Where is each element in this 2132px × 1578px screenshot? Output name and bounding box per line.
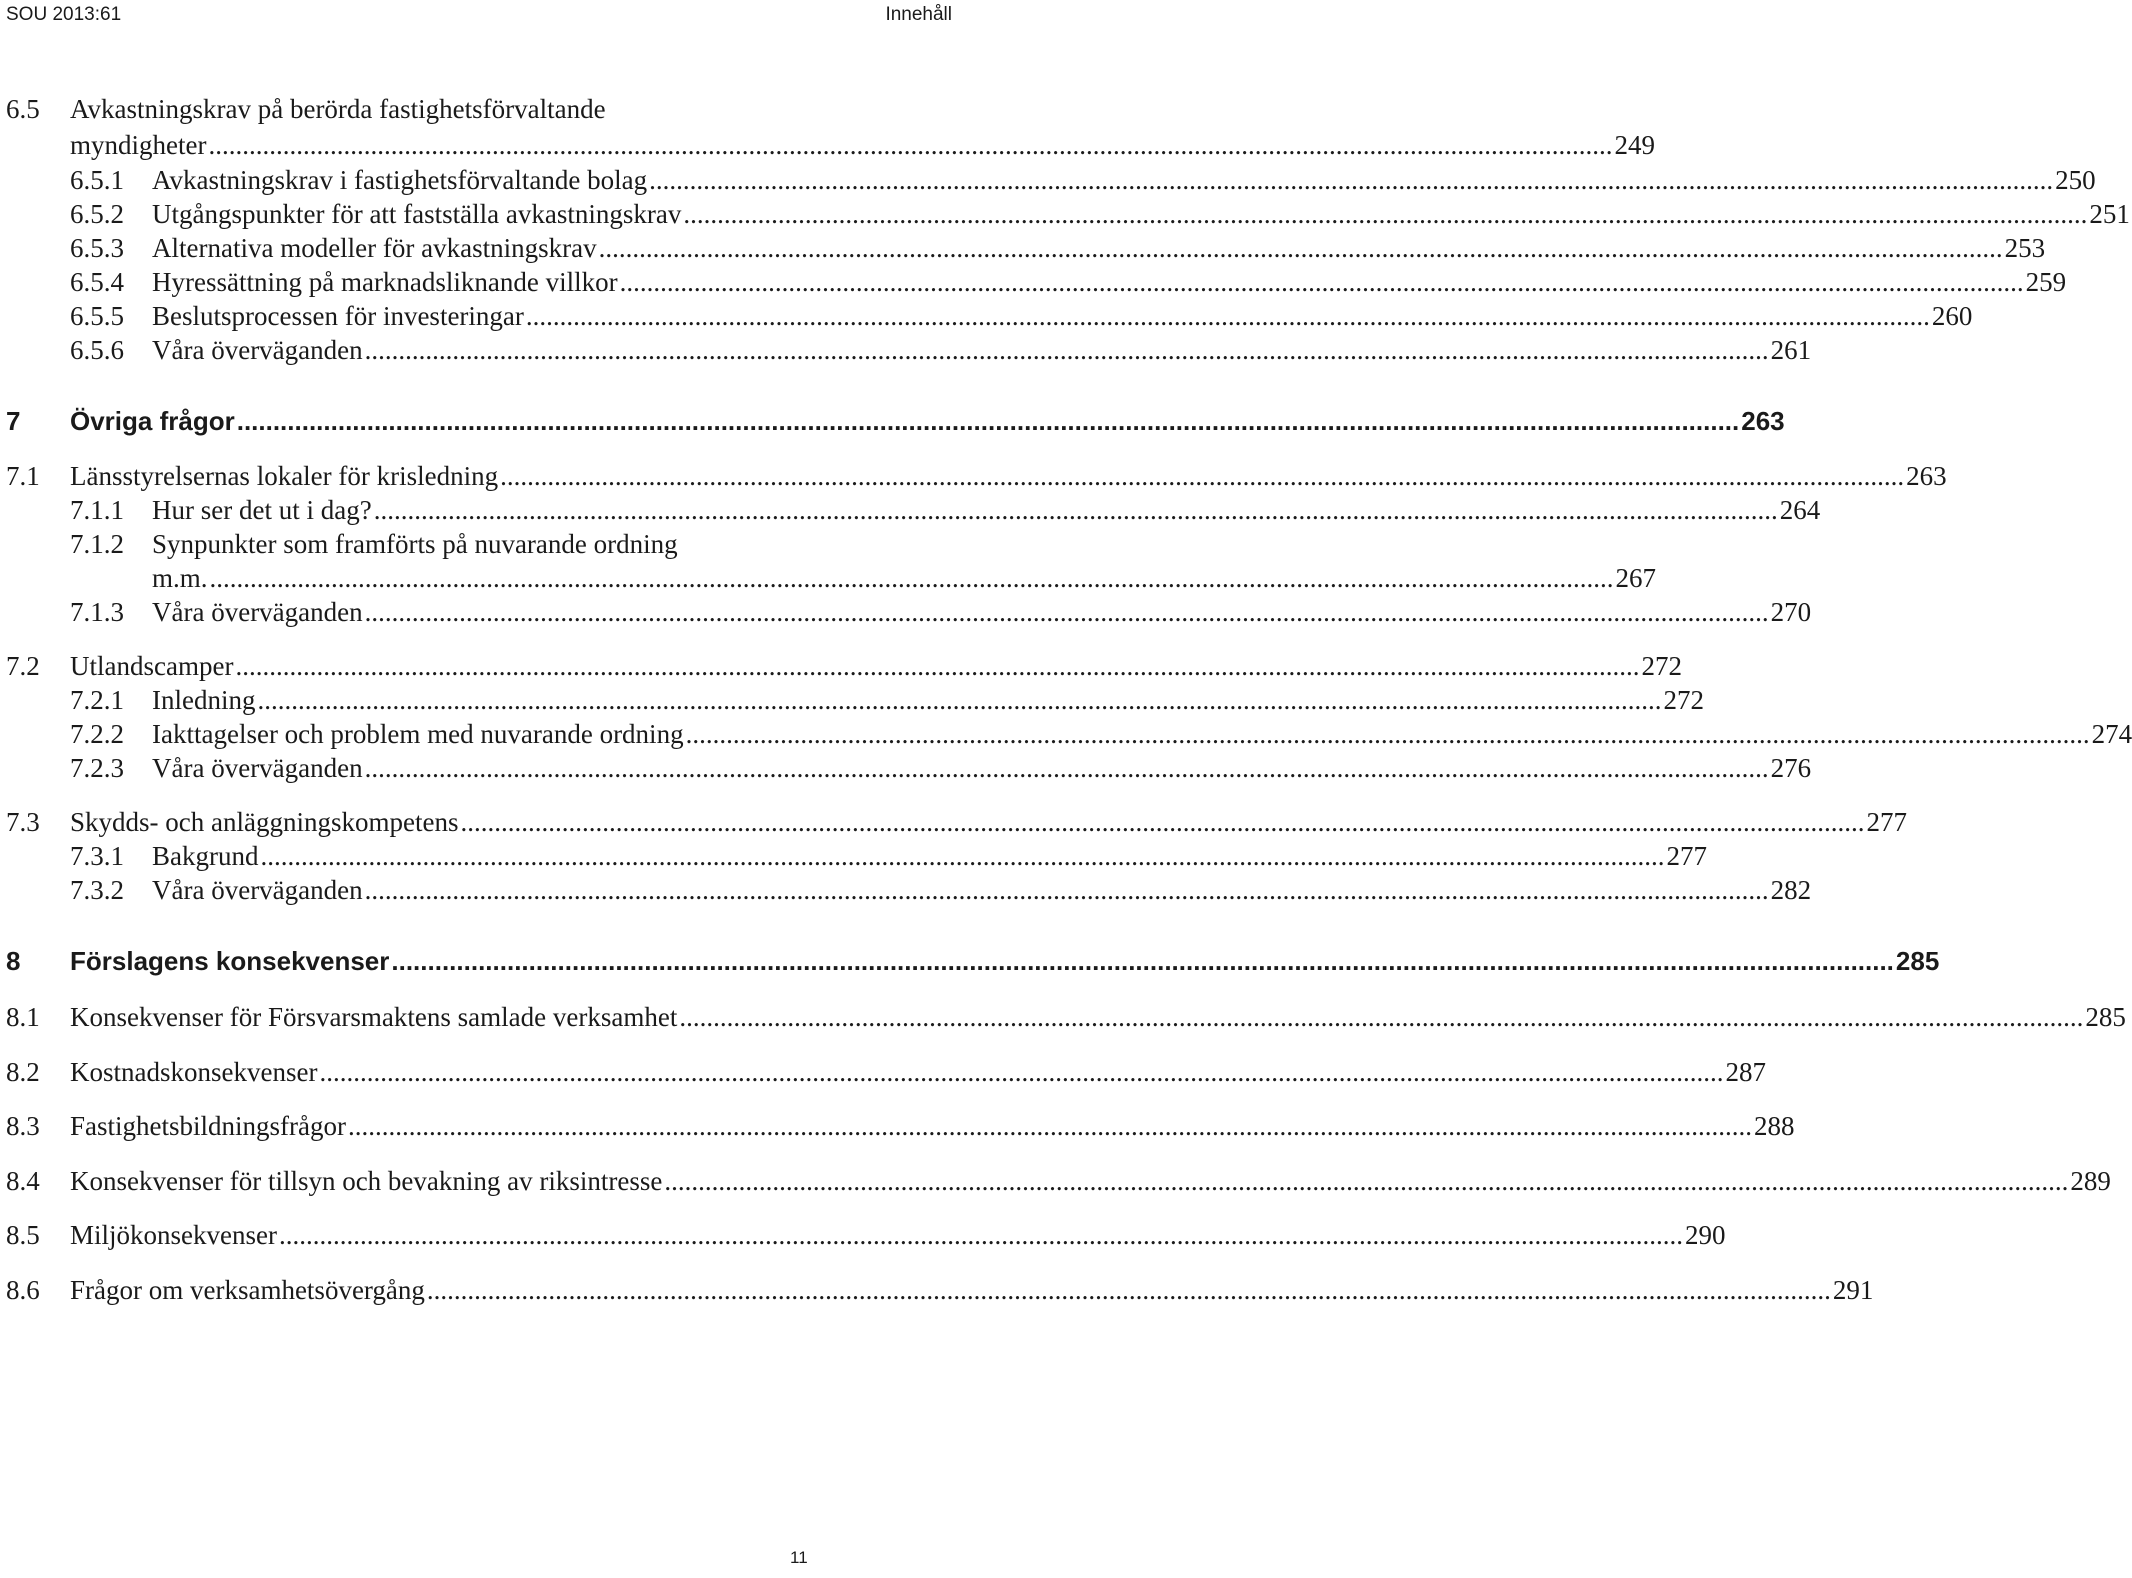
toc-entry-title: Frågor om verksamhetsövergång xyxy=(70,1275,425,1305)
toc-entry-page: 287 xyxy=(1725,1057,1766,1087)
toc-entry-page: 260 xyxy=(1931,301,1973,331)
toc-entry xyxy=(70,333,1812,367)
toc-entry-number: 6.5.3 xyxy=(70,233,124,263)
toc-entry xyxy=(70,163,2096,197)
toc-entry xyxy=(70,595,1812,629)
toc-entry-number: 6.5.6 xyxy=(70,335,124,365)
toc-leader-dots xyxy=(237,404,1740,438)
toc-entry-number: 7.3.2 xyxy=(70,875,124,905)
toc-entry-title: Avkastningskrav i fastighetsförvaltande bolag xyxy=(152,165,648,195)
toc-entry-page: 290 xyxy=(1684,1220,1726,1250)
toc-entry xyxy=(70,231,2046,265)
toc-leader-dots xyxy=(365,333,1769,367)
toc-entry xyxy=(70,493,1821,527)
toc-entry-page: 272 xyxy=(1663,685,1704,715)
toc-entry-title: Iakttagelser och problem med nuvarande ordning xyxy=(152,719,684,749)
toc-leader-dots xyxy=(683,197,2087,231)
toc-entry-title: Synpunkter som framförts på nuvarande ordning xyxy=(152,529,678,559)
toc-entry-title: Konsekvenser för Försvarsmaktens samlade verksamhet xyxy=(70,1002,678,1032)
toc-entry-number: 8.6 xyxy=(6,1275,40,1305)
toc-entry xyxy=(70,751,1812,785)
toc-entry xyxy=(70,527,812,561)
toc-entry-title: Alternativa modeller för avkastningskrav xyxy=(152,233,597,263)
toc-entry xyxy=(6,1055,1766,1089)
toc-entry-number: 7.2.2 xyxy=(70,719,124,749)
toc-entry-page: 274 xyxy=(2091,719,2132,749)
toc-entry xyxy=(6,1273,1874,1307)
toc-entry-number: 7.1.1 xyxy=(70,495,124,525)
toc-leader-dots xyxy=(365,873,1769,907)
toc-leader-dots xyxy=(664,1164,2068,1198)
toc-entry-title: Bakgrund xyxy=(152,841,259,871)
toc-entry-page: 285 xyxy=(2085,1002,2126,1032)
toc-entry-title: Våra överväganden xyxy=(152,753,363,783)
toc-chapter-entry xyxy=(6,944,1940,978)
toc-entry-title: Utlandscamper xyxy=(70,651,234,681)
toc-entry xyxy=(70,683,1704,717)
toc-entry-number: 6.5 xyxy=(6,94,40,124)
toc-entry-page: 259 xyxy=(2025,267,2067,297)
toc-entry xyxy=(70,197,2130,231)
toc-leader-dots xyxy=(679,1000,2083,1034)
toc-entry-page: 285 xyxy=(1895,946,1940,976)
toc-leader-dots xyxy=(365,595,1769,629)
toc-entry-title: Förslagens konsekvenser xyxy=(70,946,390,976)
toc-entry-page: 282 xyxy=(1770,875,1812,905)
toc-leader-dots xyxy=(279,1218,1683,1252)
toc-entry-title: Våra överväganden xyxy=(152,875,363,905)
toc-entry-page: 251 xyxy=(2089,199,2130,229)
toc-entry xyxy=(6,1000,2126,1034)
toc-entry-number: 7.3.1 xyxy=(70,841,124,871)
toc-entry-page: 249 xyxy=(1614,130,1655,160)
toc-entry xyxy=(70,839,1707,873)
toc-entry-number: 6.5.4 xyxy=(70,267,124,297)
toc-chapter-entry xyxy=(6,404,1785,438)
toc-entry-number: 8.5 xyxy=(6,1220,40,1250)
toc-entry-title: Utgångspunkter för att fastställa avkastningskrav xyxy=(152,199,682,229)
toc-leader-dots xyxy=(257,683,1661,717)
toc-entry xyxy=(152,561,1657,595)
toc-leader-dots xyxy=(208,128,1612,162)
toc-leader-dots xyxy=(620,265,2024,299)
toc-entry xyxy=(6,1164,2111,1198)
toc-entry xyxy=(70,717,2132,751)
toc-entry-number: 7 xyxy=(6,406,21,436)
toc-entry-title: Miljökonsekvenser xyxy=(70,1220,277,1250)
toc-entry-page: 267 xyxy=(1615,563,1657,593)
toc-entry-number: 7.1.3 xyxy=(70,597,124,627)
toc-entry-title: Hyressättning på marknadsliknande villkor xyxy=(152,267,618,297)
toc-entry-title: Fastighetsbildningsfrågor xyxy=(70,1111,346,1141)
toc-entry-title: Avkastningskrav på berörda fastighetsförvaltande xyxy=(70,94,606,124)
toc-leader-dots xyxy=(210,561,1614,595)
toc-entry-page: 291 xyxy=(1832,1275,1874,1305)
toc-leader-dots xyxy=(348,1109,1752,1143)
toc-entry-number: 7.2.3 xyxy=(70,753,124,783)
toc-entry-title: m.m. xyxy=(152,563,208,593)
toc-entry xyxy=(6,92,812,126)
toc-entry-page: 263 xyxy=(1741,406,1785,436)
toc-entry xyxy=(6,1218,1726,1252)
toc-entry-page: 261 xyxy=(1770,335,1812,365)
toc-entry-title: Hur ser det ut i dag? xyxy=(152,495,372,525)
toc-entry-page: 272 xyxy=(1641,651,1682,681)
toc-entry-title: myndigheter xyxy=(70,130,207,160)
toc-entry-title: Våra överväganden xyxy=(152,597,363,627)
toc-entry-number: 7.2 xyxy=(6,651,40,681)
toc-leader-dots xyxy=(365,751,1769,785)
toc-entry-number: 8.1 xyxy=(6,1002,40,1032)
toc-leader-dots xyxy=(427,1273,1831,1307)
running-header-right: Innehåll xyxy=(885,4,952,25)
toc-entry-title: Beslutsprocessen för investeringar xyxy=(152,301,524,331)
toc-entry xyxy=(6,1109,1795,1143)
toc-entry-title: Inledning xyxy=(152,685,256,715)
toc-entry-page: 277 xyxy=(1666,841,1707,871)
toc-entry-page: 276 xyxy=(1770,753,1812,783)
toc-entry-number: 7.3 xyxy=(6,807,40,837)
toc-leader-dots xyxy=(260,839,1664,873)
toc-entry-title: Övriga frågor xyxy=(70,406,235,436)
toc-entry-page: 263 xyxy=(1906,461,1947,491)
toc-leader-dots xyxy=(686,717,2090,751)
toc-leader-dots xyxy=(500,459,1904,493)
toc-entry-page: 270 xyxy=(1770,597,1812,627)
toc-entry xyxy=(70,128,1655,162)
toc-entry-page: 253 xyxy=(2004,233,2046,263)
toc-entry xyxy=(6,459,1947,493)
toc-entry-page: 288 xyxy=(1753,1111,1795,1141)
toc-entry xyxy=(70,873,1812,907)
toc-entry-page: 250 xyxy=(2055,165,2096,195)
toc-entry-number: 6.5.5 xyxy=(70,301,124,331)
toc-entry-number: 7.1 xyxy=(6,461,40,491)
toc-entry xyxy=(70,265,2067,299)
toc-entry-number: 8 xyxy=(6,946,21,976)
toc-leader-dots xyxy=(319,1055,1723,1089)
toc-entry-page: 264 xyxy=(1779,495,1821,525)
running-header-left: SOU 2013:61 xyxy=(6,4,122,25)
toc-entry-number: 8.3 xyxy=(6,1111,40,1141)
toc-entry-number: 6.5.2 xyxy=(70,199,124,229)
toc-entry xyxy=(70,299,1973,333)
toc-entry xyxy=(6,649,1682,683)
toc-leader-dots xyxy=(526,299,1930,333)
toc-leader-dots xyxy=(235,649,1639,683)
toc-entry-number: 8.2 xyxy=(6,1057,40,1087)
toc-leader-dots xyxy=(649,163,2053,197)
toc-entry-number: 6.5.1 xyxy=(70,165,124,195)
toc-entry xyxy=(6,805,1907,839)
toc-leader-dots xyxy=(391,944,1894,978)
toc-entry-title: Våra överväganden xyxy=(152,335,363,365)
toc-leader-dots xyxy=(374,493,1778,527)
toc-leader-dots xyxy=(599,231,2003,265)
toc-entry-page: 277 xyxy=(1866,807,1907,837)
toc-entry-number: 7.1.2 xyxy=(70,529,124,559)
page-number: 11 xyxy=(790,1548,808,1567)
toc-entry-number: 8.4 xyxy=(6,1166,40,1196)
toc-entry-title: Skydds- och anläggningskompetens xyxy=(70,807,459,837)
toc-entry-number: 7.2.1 xyxy=(70,685,124,715)
toc-entry-page: 289 xyxy=(2070,1166,2111,1196)
toc-entry-title: Konsekvenser för tillsyn och bevakning av riksintresse xyxy=(70,1166,663,1196)
toc-entry-title: Kostnadskonsekvenser xyxy=(70,1057,318,1087)
toc-leader-dots xyxy=(460,805,1864,839)
toc-entry-title: Länsstyrelsernas lokaler för krisledning xyxy=(70,461,499,491)
